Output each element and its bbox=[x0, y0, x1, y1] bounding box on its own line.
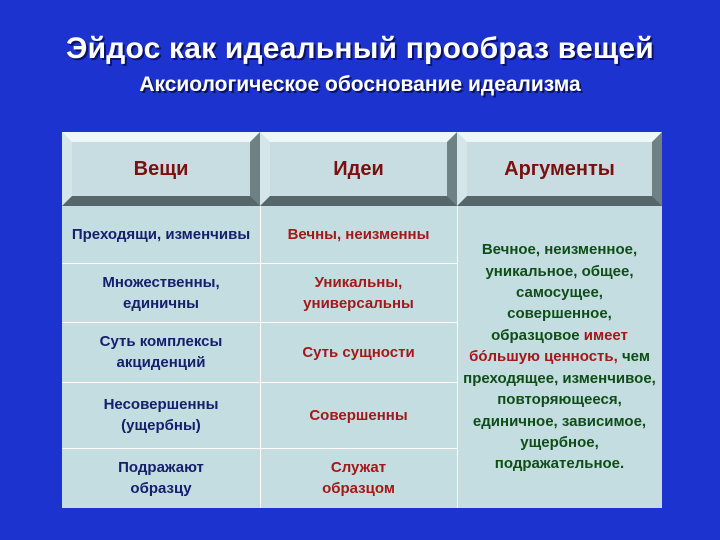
table-row-3-idea: Суть сущности bbox=[302, 343, 415, 361]
slide-title: Эйдос как идеальный прообраз вещей bbox=[66, 32, 654, 65]
header-things-label: Вещи bbox=[133, 157, 189, 180]
slide-subtitle: Аксиологическое обоснование идеализма bbox=[139, 73, 581, 96]
header-ideas-label: Идеи bbox=[333, 157, 384, 180]
table-row-4-thing: Несовершенны (ущербны) bbox=[103, 396, 219, 434]
header-things bbox=[62, 132, 260, 206]
arguments-text-end: чем преходящее, изменчивое, повторяющееся, единичное, зависимое, ущербное, подражательное. bbox=[463, 348, 656, 473]
table-row-2-thing: Множественны, единичны bbox=[102, 273, 220, 312]
table-row-1-thing: Преходящи, изменчивы bbox=[71, 226, 251, 243]
header-ideas bbox=[260, 132, 457, 206]
comparison-table bbox=[62, 132, 662, 508]
table-row-2-idea: Уникальны, универсальны bbox=[303, 273, 414, 312]
header-arguments bbox=[457, 132, 662, 206]
arguments-text-highlight: имеет бóльшую ценность, bbox=[469, 326, 628, 366]
arguments-cell bbox=[457, 206, 662, 508]
table-row-3-thing: Суть комплексы акциденций bbox=[99, 333, 223, 371]
table-row-1-idea: Вечны, неизменны bbox=[287, 226, 430, 243]
table-row-4-idea: Совершенны bbox=[309, 406, 408, 424]
table-row-5-idea: Служат образцом bbox=[322, 459, 395, 497]
table-row-5-thing: Подражают образцу bbox=[118, 459, 204, 497]
header-arguments-label: Аргументы bbox=[504, 157, 615, 180]
arguments-text bbox=[463, 239, 656, 474]
arguments-text-start: Вечное, неизменное, уникальное, общее, самосущее, совершенное, образцовое bbox=[481, 241, 638, 344]
